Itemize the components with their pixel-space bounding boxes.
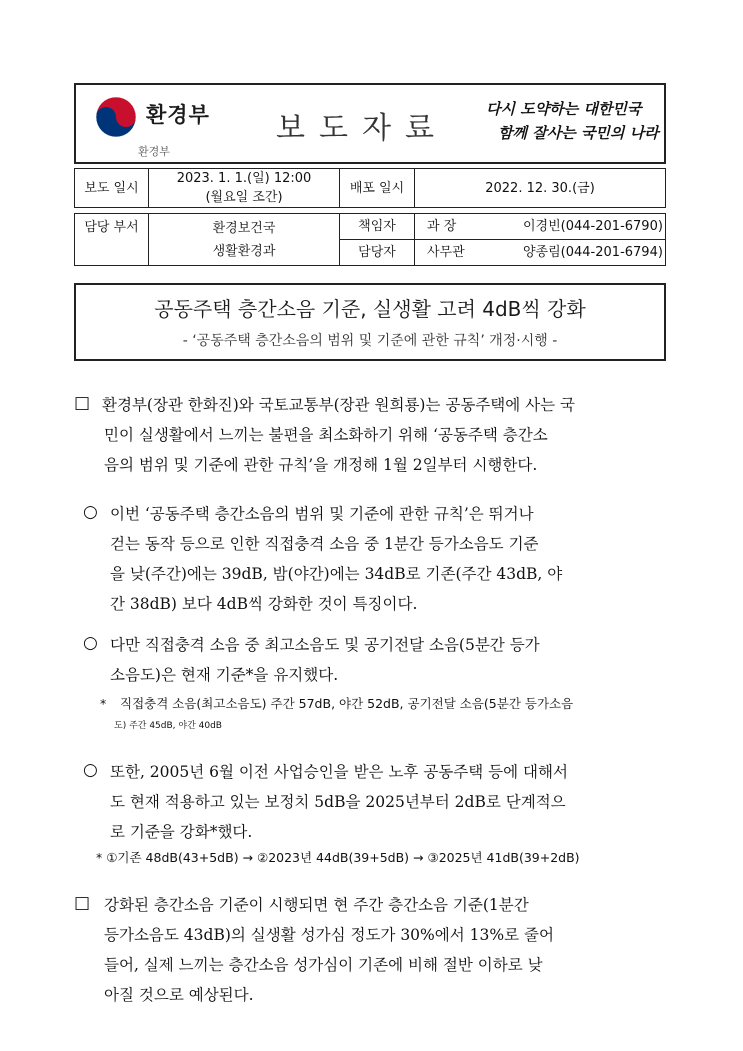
report-note: (월요일 조간)	[205, 190, 283, 205]
paragraph-line: 등가소음도 43dB)의 실생활 성가심 정도가 30%에서 13%로 줄어	[104, 926, 554, 944]
headline-box	[74, 283, 666, 361]
slogan-line-1: 다시 도약하는 대한민국	[486, 100, 642, 118]
square-bullet: □	[74, 893, 91, 913]
contact-table	[74, 213, 666, 266]
paragraph-line: 음의 범위 및 기준에 관한 규칙’을 개정해 1월 2일부터 시행한다.	[104, 456, 538, 474]
department-label: 담당 부서	[75, 214, 149, 266]
square-bullet: □	[74, 393, 91, 413]
chief-name: 이경빈(044-201-6790)	[523, 219, 663, 234]
paragraph-line: 또한, 2005년 6월 이전 사업승인을 받은 노후 공동주택 등에 대해서	[110, 763, 568, 781]
circle-bullet: ○	[83, 633, 98, 653]
paragraph-2	[110, 499, 674, 619]
release-date-table	[74, 168, 666, 208]
circle-bullet: ○	[83, 502, 98, 522]
taegeuk-logo-icon	[94, 95, 138, 139]
paragraph-line: 다만 직접충격 소음 중 최고소음도 및 공기전달 소음(5분간 등가	[110, 636, 540, 654]
ministry-subname: 환경부	[138, 145, 170, 158]
paragraph-line: 민이 실생활에서 느끼는 불편을 최소화하기 위해 ‘공동주택 층간소	[104, 426, 548, 444]
staff-name: 양종림(044-201-6794)	[523, 245, 663, 260]
paragraph-4	[110, 757, 674, 847]
paragraph-3	[110, 630, 674, 690]
report-datetime-cell	[149, 169, 340, 208]
staff-title: 사무관	[427, 245, 465, 260]
paragraph-line: 도 현재 적용하고 있는 보정치 5dB을 2025년부터 2dB로 단계적으	[110, 793, 566, 811]
distribute-date-label: 배포 일시	[340, 169, 415, 208]
chief-label: 책임자	[340, 214, 415, 240]
government-slogan	[486, 97, 666, 145]
paragraph-line: 환경부(장관 한화진)와 국토교통부(장관 원희룡)는 공동주택에 사는 국	[102, 396, 575, 414]
paragraph-line: 들어, 실제 느끼는 층간소음 성가심이 기존에 비해 절반 이하로 낮	[104, 956, 543, 974]
paragraph-line: 강화된 층간소음 기준이 시행되면 현 주간 층간소음 기준(1분간	[104, 896, 529, 914]
staff-label: 담당자	[340, 240, 415, 266]
footnote-line: 직접충격 소음(최고소음도) 주간 57dB, 야간 52dB, 공기전달 소음(5분간 등가소음	[120, 696, 574, 711]
press-header	[74, 83, 666, 164]
department-cell	[149, 214, 340, 266]
slogan-line-2: 함께 잘사는 국민의 나라	[498, 124, 659, 142]
paragraph-1	[102, 390, 674, 480]
footnote-1	[114, 693, 672, 737]
paragraph-line: 아질 것으로 예상된다.	[104, 986, 254, 1004]
department-line-2: 생활환경과	[212, 243, 276, 259]
paragraph-line: 로 기준을 강화*했다.	[110, 823, 253, 841]
paragraph-line: 을 낮(주간)에는 39dB, 밤(야간)에는 34dB로 기존(주간 43dB, 야	[110, 565, 563, 583]
paragraph-line: 간 38dB) 보다 4dB씩 강화한 것이 특징이다.	[110, 595, 418, 613]
department-line-1: 환경보건국	[212, 220, 276, 236]
report-datetime: 2023. 1. 1.(일) 12:00	[176, 171, 312, 186]
chief-title: 과 장	[427, 219, 457, 234]
press-release-title: 보도자료	[276, 111, 448, 146]
distribute-date: 2022. 12. 30.(금)	[415, 169, 666, 208]
footnote-mark: *	[100, 696, 107, 711]
footnote-2	[96, 847, 672, 869]
paragraph-line: 이번 ‘공동주택 층간소음의 범위 및 기준에 관한 규칙’은 뛰거나	[110, 505, 534, 523]
report-date-label: 보도 일시	[75, 169, 149, 208]
staff-cell	[415, 240, 666, 266]
circle-bullet: ○	[83, 760, 98, 780]
headline-title: 공동주택 층간소음 기준, 실생활 고려 4dB씩 강화	[154, 297, 586, 321]
paragraph-line: 소음도)은 현재 기준*을 유지했다.	[110, 666, 339, 684]
chief-cell	[415, 214, 666, 240]
footnote-line: * ①기존 48dB(43+5dB) → ②2023년 44dB(39+5dB) → ③2025년 41dB(39+2dB)	[96, 850, 580, 865]
paragraph-line: 걷는 동작 등으로 인한 직접충격 소음 중 1분간 등가소음도 기준	[110, 535, 539, 553]
headline-subtitle: - ‘공동주택 층간소음의 범위 및 기준에 관한 규칙’ 개정·시행 -	[182, 333, 558, 349]
ministry-name: 환경부	[146, 103, 210, 127]
footnote-line: 도) 주간 45dB, 야간 40dB	[114, 721, 222, 731]
paragraph-5	[104, 890, 674, 1010]
